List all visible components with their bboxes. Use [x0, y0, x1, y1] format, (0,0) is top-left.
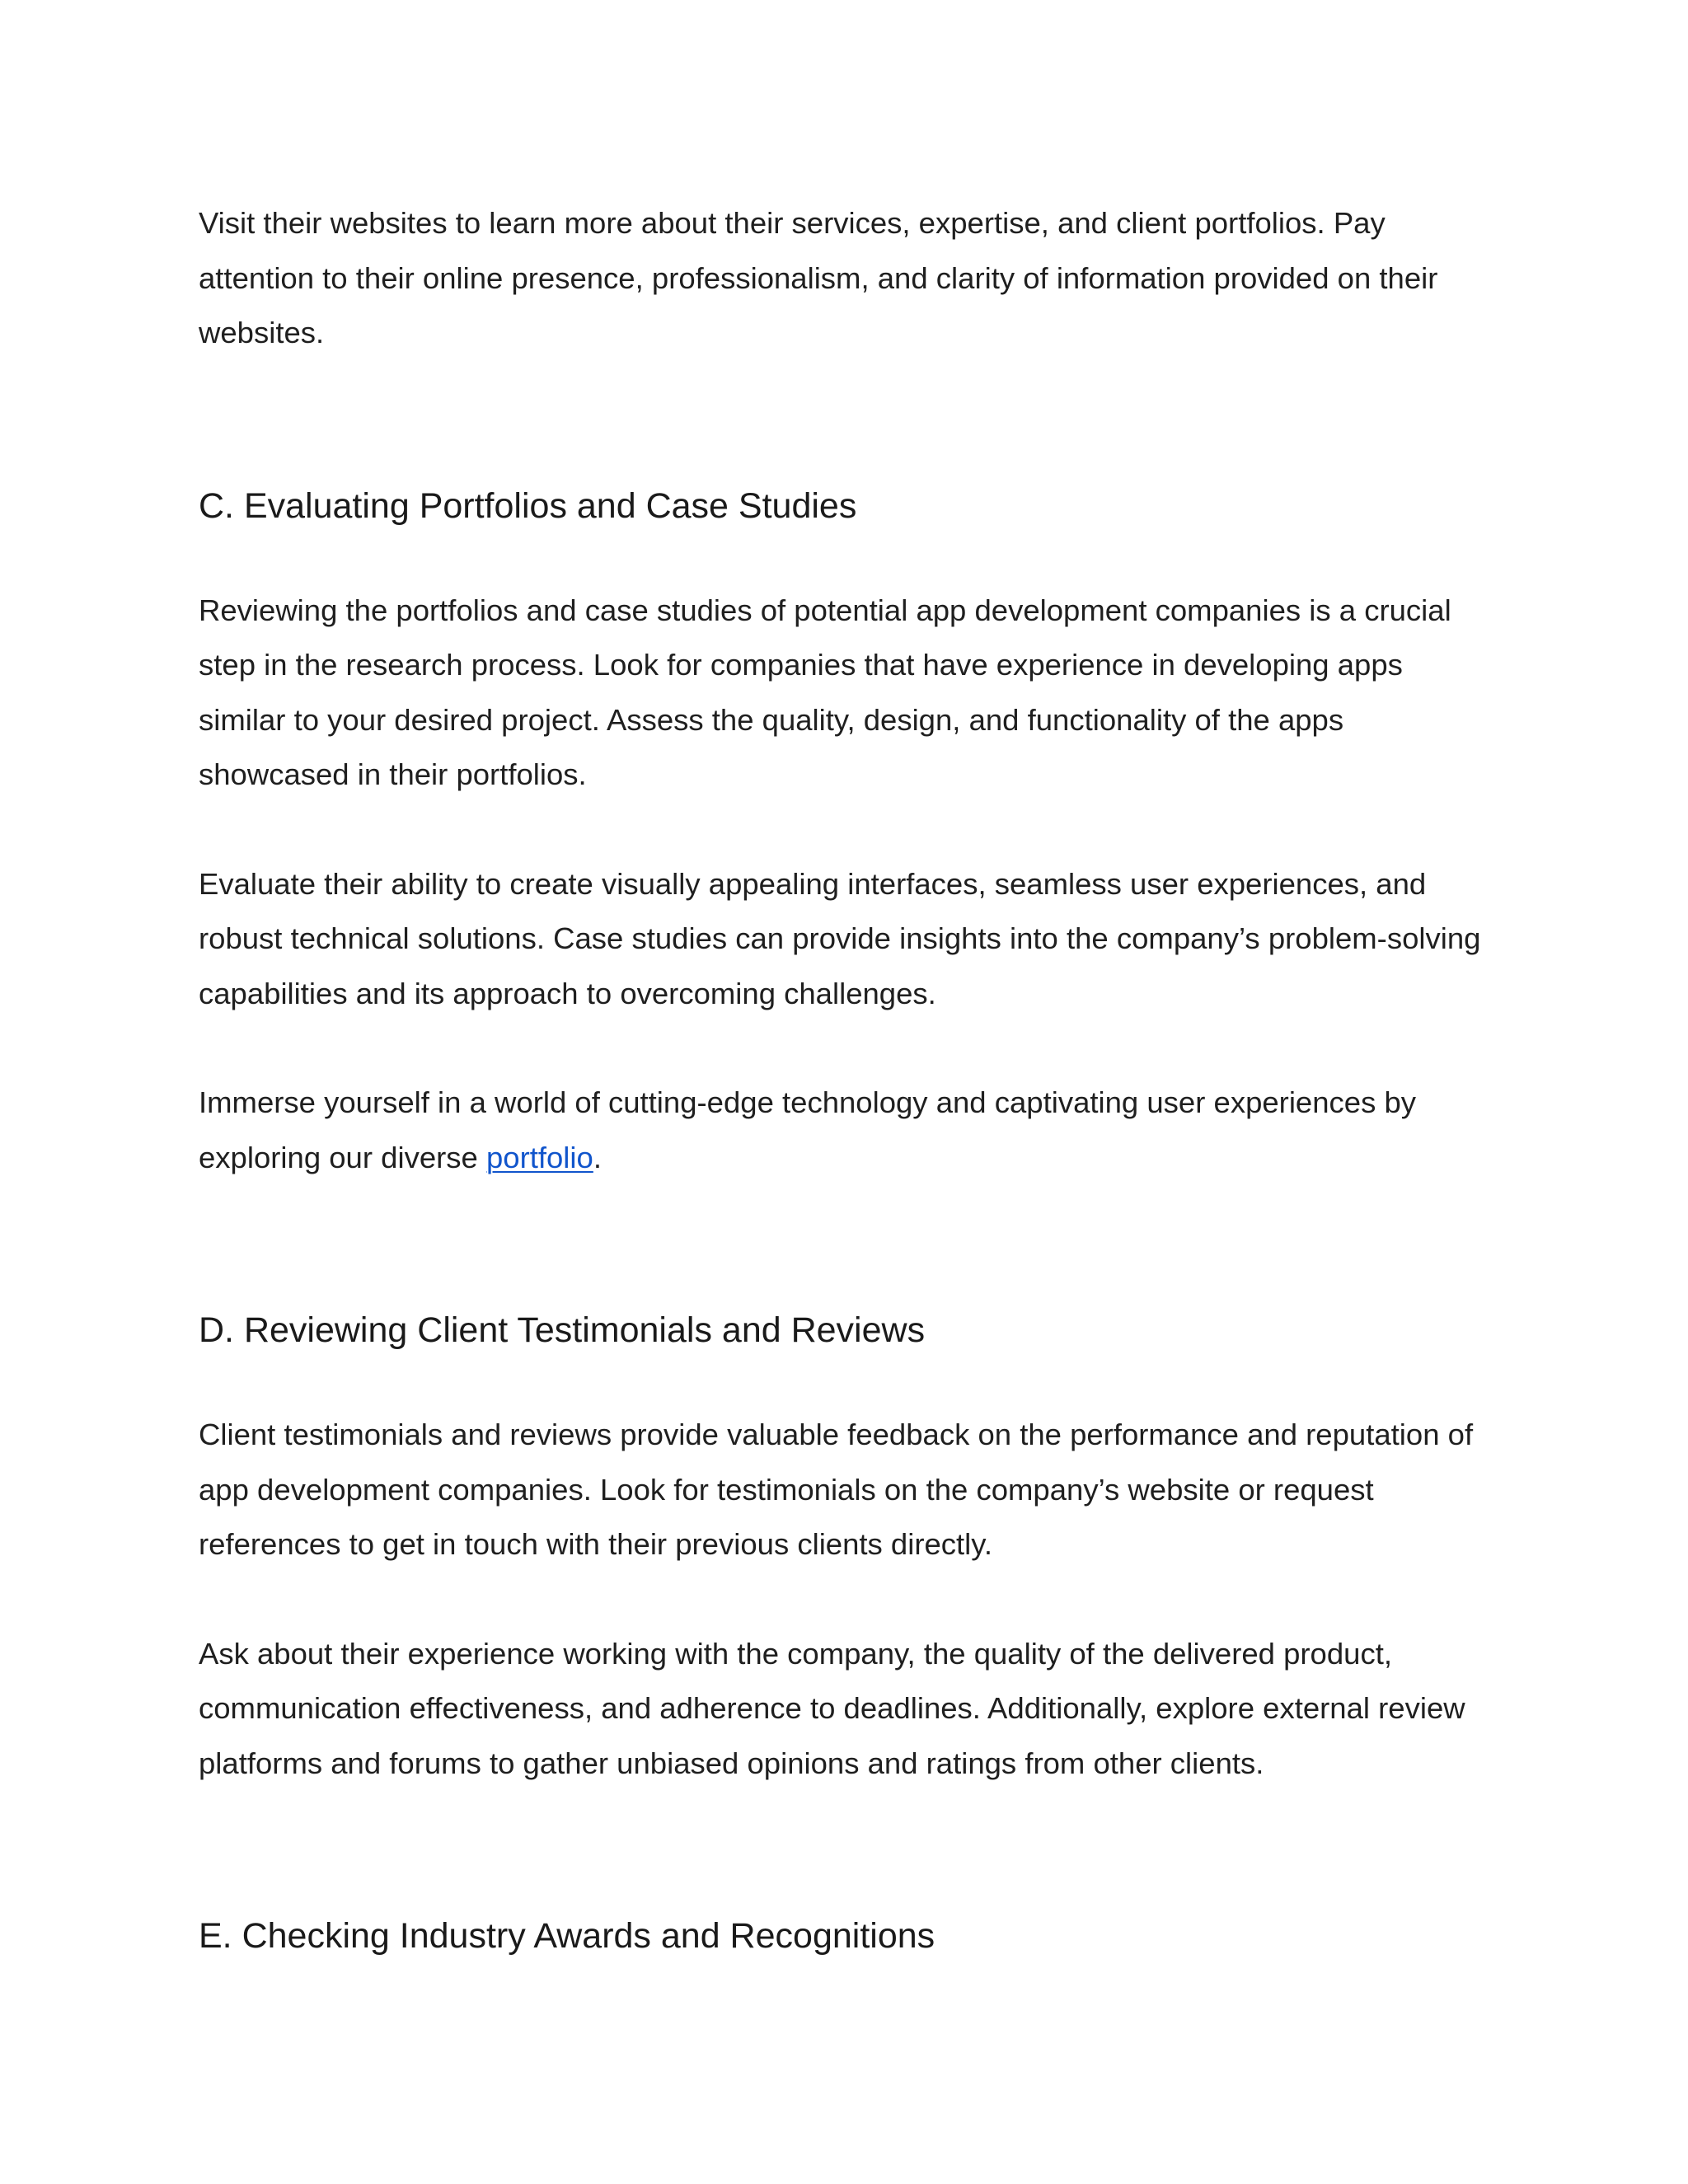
intro-paragraph: Visit their websites to learn more about their services, expertise, and client portfolios. Pay attention to their online presence, professionalism, and clarity of information provided on their websites. [199, 206, 1438, 349]
document-body [199, 196, 1493, 1961]
section-d-heading: D. Reviewing Client Testimonials and Reviews [199, 1310, 926, 1350]
section-d-paragraph-1: Client testimonials and reviews provide valuable feedback on the performance and reputation of app development companies. Look for testimonials on the company’s website or request references to get in touch with their previous clients directly. [199, 1418, 1474, 1561]
portfolio-link[interactable]: portfolio [485, 1140, 593, 1174]
section-c-paragraph-2: Evaluate their ability to create visually appealing interfaces, seamless user experiences, and robust technical solutions. Case studies can provide insights into the company’s problem-solving capabilities and its approach to overcoming challenges. [199, 866, 1481, 1010]
section-e-heading: E. Checking Industry Awards and Recognitions [199, 1916, 935, 1956]
section-c-paragraph-1: Reviewing the portfolios and case studies of potential app development companies is a crucial step in the research process. Look for companies that have experience in developing apps similar to your desired project. Assess the quality, design, and functionality of the apps showcased in their portfolios. [199, 593, 1451, 791]
portfolio-sentence-text: Immerse yourself in a world of cutting-edge technology and captivating user experiences by exploring our diverse [199, 1085, 1417, 1174]
section-c-paragraph-3 [199, 1076, 1493, 1185]
portfolio-sentence-end: . [593, 1140, 602, 1174]
section-d-paragraph-2: Ask about their experience working with the company, the quality of the delivered product, communication effectiveness, and adherence to deadlines. Additionally, explore external review platforms and forums to gather unbiased opinions and ratings from other clients. [199, 1636, 1465, 1780]
section-c-heading: C. Evaluating Portfolios and Case Studies [199, 485, 857, 526]
